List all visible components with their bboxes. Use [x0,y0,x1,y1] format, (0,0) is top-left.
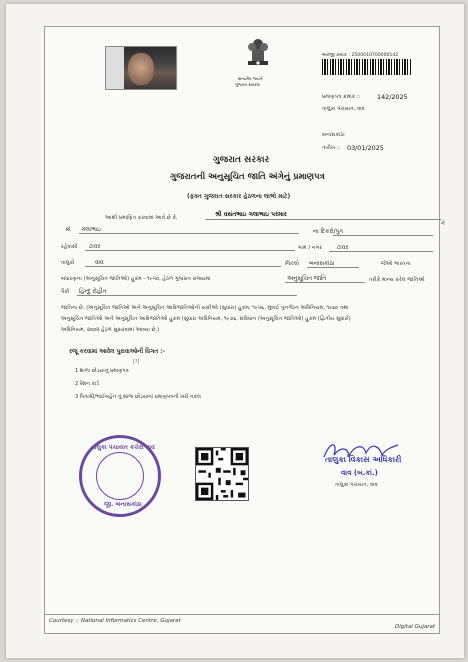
handwritten-note: [?] [133,360,140,365]
village-value: ટાવર [337,245,349,251]
relation: ના દિકરો/પુત્ર [313,229,343,235]
footer-courtesy: Courtesy :: National Informatics Centre, Gujarat [49,618,181,624]
father-name: ગલાભાઇ [81,227,101,233]
issuing-district: બનાસકાંઠા [322,132,345,138]
certificate-title: ગુજરાતની અનુસૂચિત જાતિ અંગેનું પ્રમાણપત્ર [170,172,325,182]
residence-label: રહેવાસી [61,244,78,250]
document-item: 3 પિતાશ્રી/ભાઈબહેન નું શાળા છોડયાનાં પ્રમાણપત્રની ખરી નકલ [75,394,201,400]
qr-code [195,447,249,501]
signatory-subtitle: વાવ (બ.કાં.) [341,469,378,477]
subcaste-value: હિન્દુ રોહીત [79,289,107,295]
emblem-caption: સત્યમેવ જયતે [238,76,263,81]
residence-value: ટાવર [89,244,101,250]
subcaste-prefix: પૈકી [61,289,70,295]
taluka-line [85,258,281,267]
seal-ring-text: તાલુકા પંચાયત કચેરી વાવ [91,444,155,451]
district-value: બનાસકાંઠા [309,261,335,267]
barcode [322,59,412,75]
document-item: 1 શાળા છોડયાનું પ્રમાણપત્ર [75,368,129,374]
category-value: અનુસૂચિત જાતિ [287,276,327,282]
document-item: 2 રેશન કાર્ડ [75,381,100,387]
signatory-title: તાલુકા વિકાસ અધિકારી [325,455,402,464]
official-seal [79,435,161,517]
paragraph-line: જાતિના છે. (અનુસૂચિત જાતિઓ અને અનુસૂચિત આદિજાતિઓની યાદીઓ (સુધારા) હુકમ, ૧૯૫૬, મુંબઈ પુનર્ગઠન અધિનિયમ, ૧૯૬૦ તથા [61,305,349,311]
documents-heading: રજૂ કરવામાં આવેલ પુરાવાઓની વિગત :- [69,349,165,355]
taluka-value: વાવ [95,260,104,266]
footer-brand: Digital Gujarat [395,624,436,630]
name-suffix: ને [441,221,445,227]
applicant-name: શ્રી વસંતભાઇ ગલાભાઇ પરમાર [215,211,287,218]
seal-bottom-text: જી. બનાસકાંઠા [104,501,142,508]
signatory-office: તાલુકા પંચાયત, વાવ [335,482,378,488]
certificate-frame [44,26,445,634]
shri-label: શ્રી [65,227,71,233]
paragraph-line: અધિનિયમ, ૨૦૦૨ હેઠળ સુધારવામાં આવ્યા છે.) [61,327,160,333]
issuing-office: તાલુકા પંચાયત, વાવ [322,106,365,112]
relation-line [333,227,433,236]
certify-prefix: આથી પ્રમાણિત કરવામાં આવે છે કે, [105,215,178,221]
legal-paragraph [61,303,437,336]
certificate-number: 142/2025 [377,93,408,101]
taluka-label: તાલુકો [61,260,75,266]
document-sheet [6,4,464,658]
village-label: ગામ / નગર [298,245,323,251]
father-line [79,225,299,234]
issue-date-label: તારીખ :: [322,145,341,151]
gov-title: ગુજરાત સરકાર [213,155,270,165]
state-label: જેઓ ભારતના [381,261,411,267]
category-suffix: તરીકે માન્ય કરેલ જાતિઓ [369,277,425,283]
certificate-number-label: પ્રમાણપત્ર ક્રમાંક :: [322,94,361,100]
applicant-photo [105,46,177,90]
footer-divider [45,614,439,615]
paragraph-line: અનુસૂચિત જાતિઓ અને અનુસૂચિત આદિજાતિઓ હુકમ (સુધારા અધિનિયમ, ૧૯૭૬, સંવિધાન (અનુસૂચિત જાતિઓ) હુકમ (દ્વિતીય સુધારો) [61,316,351,322]
application-number: અરજી ક્રમાંક : 2500010700000142 [322,53,399,58]
issue-date: 03/01/2025 [347,144,384,152]
state-emblem-icon [239,37,277,75]
order-text: બંધારણના (અનુસૂચિત જાતિઓ) હુકમ - ૧૯૫૦, હેઠળ ગુજરાત રાજ્યમાં [61,276,211,282]
subcaste-line [77,287,297,296]
residence-line [85,242,295,251]
emblem-caption-gov: ગુજરાત સરકાર [235,82,260,87]
district-label: જિલ્લો [285,261,299,267]
certificate-subtitle: (ફક્ત ગુજરાત સરકાર હેઠળના લાભો માટે) [187,193,291,200]
